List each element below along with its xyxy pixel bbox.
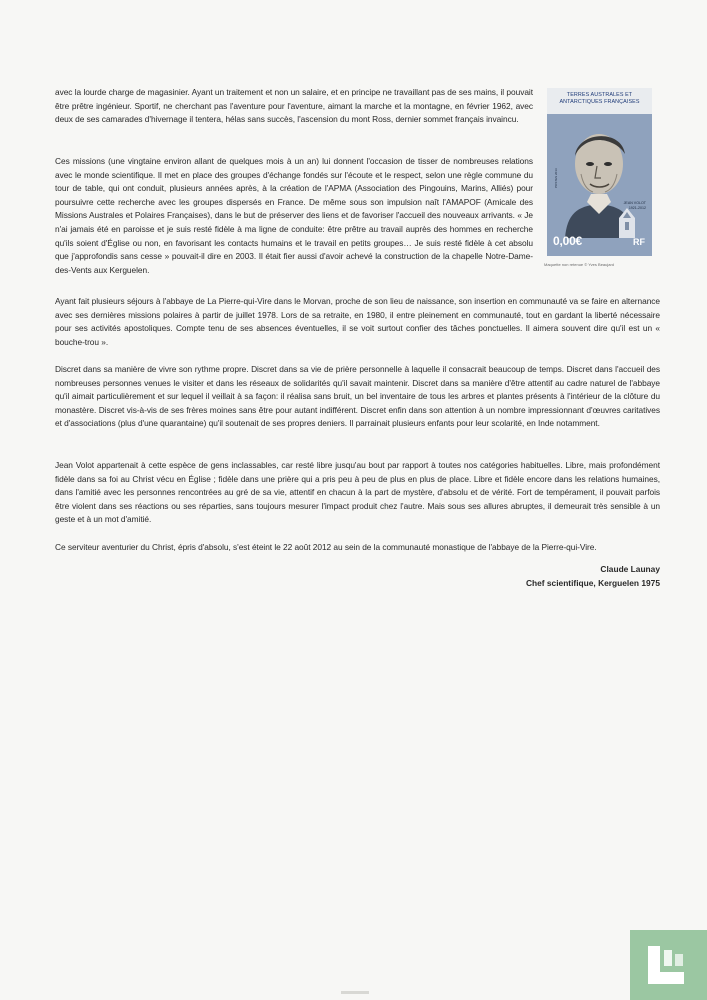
footer-corner-tab <box>630 930 707 1000</box>
signature-role: Chef scientifique, Kerguelen 1975 <box>525 578 660 588</box>
stamp-credit: Maquette non retenue © Yves Beaujard <box>544 262 615 267</box>
paragraph-3: Ayant fait plusieurs séjours à l'abbaye de La Pierre-qui-Vire dans le Morvan, proche de son lieu de naissance, son insertion en communauté va se faire en alternance avec ses dernières missions polaires à partir de juillet 1978. Lors de sa retraite, en 1980, il entre pleinement en communauté, tout en gardant la liberté nécessaire pour ses activités apostoliques. Compte tenu de ses absences éventuelles, il se voit surtout confier des tâches ponctuelles. Il aimera souvent dire qu'il est un « bouche-trou ». <box>55 296 660 347</box>
page-number-mark <box>315 990 395 996</box>
stamp-postes-label: POSTES 2013 <box>554 168 558 188</box>
paragraph-5: Jean Volot appartenait à cette espèce de gens inclassables, car resté libre jusqu'au bout par rapport à toutes nos catégories habituelles. Libre, mais profondément fidèle dans sa foi au Christ vécu en Église ; fidèle dans une prière qui a pris peu à peu de plus en plus de place. Libre et fidèle encore dans les relations humaines, dans l'amitié avec les personnes rencontrées au gré de sa vie, attentif en chacun à la part de mystère, d'absolu et de vérité. Fort de tempérament, il pouvait parfois être violent dans ses réactions ou ses réparties, sans toujours mesurer l'impact produit chez l'autre. Mais sous ses allures abruptes, il demeurait très sensible à un geste et à un mot d'amitié. <box>55 460 660 525</box>
stamp-header-line-1: TERRES AUSTRALES ET <box>566 92 633 98</box>
stamp-person-label <box>624 201 646 210</box>
stamp-country: RF <box>633 237 645 247</box>
paragraph-2: Ces missions (une vingtaine environ allant de quelques mois à un an) lui donnent l'occasion de tisser de nombreuses relations avec le monde scientifique. Il met en place des groupes d'échange fondés sur l'écoute et le respect, selon une règle commune du tour de table, qui ont conduit, plusieurs années après, à la création de l'APMA (Association des Pingouins, Marins, Alliés) pour poursuivre cette recherche avec les groupes dispersés en France. De même sous son impulsion naît l'AMAPOF (Amicale des Missions Australes et Polaires Françaises), dans le but de préserver des liens et de favoriser l'accueil des nouveaux arrivants. « Je n'ai jamais été en paroisse et je suis resté fidèle à ma ligne de conduite: être prêtre au travail auprès des hommes en recherche qu'ils soient d'Église ou non, en favorisant les contacts humains et le travail en petits groupes… Je suis resté fidèle à cet absolu que j'approfondis sans cesse » pouvait-il dire en 2003. Il était fier aussi d'avoir achevé la construction de la chapelle Notre-Dame-des-Vents aux Kerguelen. <box>55 156 533 275</box>
paragraph-1: avec la lourde charge de magasinier. Ayant un traitement et non un salaire, et en principe ne travaillant pas de ses mains, il pouvait être prêtre ingénieur. Sportif, ne cherchant pas l'aventure pour l'aventure, aimant la marche et la montagne, en février 1962, avec deux de ses camarades d'hivernage il tentera, hélas sans succès, l'ascension du mont Ross, dernier sommet français invaincu. <box>55 87 533 125</box>
stamp-header-line-2: ANTARCTIQUES FRANÇAISES <box>559 99 640 105</box>
stamp-figure <box>540 84 660 267</box>
portrait-illustration <box>547 114 652 238</box>
logo-icon <box>642 942 690 990</box>
signature-name: Claude Launay <box>600 564 660 574</box>
paragraph-6: Ce serviteur aventurier du Christ, épris d'absolu, s'est éteint le 22 août 2012 au sein de la communauté monastique de l'abbaye de la Pierre-qui-Vire. <box>55 542 597 552</box>
stamp-person-years: 1921-2012 <box>628 205 646 210</box>
postage-stamp <box>543 84 656 260</box>
stamp-inner <box>547 88 652 256</box>
signature-block <box>526 562 660 590</box>
paragraph-4: Discret dans sa manière de vivre son rythme propre. Discret dans sa vie de prière personnelle à laquelle il consacrait beaucoup de temps. Discret dans l'accueil des nombreuses personnes venues le visiter et dans les réseaux de solidarités qu'il savait maintenir. Discret dans sa manière d'être attentif au cadre naturel de l'abbaye qu'il aimait particulièrement et sur lequel il veillait à sa façon: il réalisa sans bruit, un bel inventaire de tous les arbres et plantes présents à l'intérieur de la clôture du monastère. Discret vis-à-vis de ses frères moines sans être pour autant indifférent. Discret enfin dans son attention à un nombre impressionnant d'œuvres caritatives et d'associations (plus d'une quarantaine) qu'il soutenait de ses propres deniers. Il parrainait plusieurs enfants pour leur scolarité, en Inde notamment. <box>55 364 660 429</box>
stamp-header <box>547 88 652 114</box>
stamp-value: 0,00€ <box>553 234 583 248</box>
stamp-person-name: JEAN VOLOT <box>623 201 646 205</box>
